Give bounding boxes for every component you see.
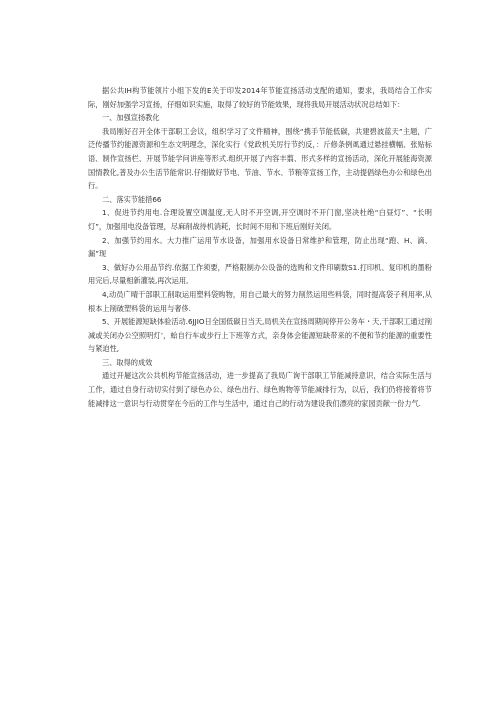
measure-electricity-paragraph: 1、促进节约用电.合理设置空调温度,无人时不开空调,开空调时不开门窗,坚决杜绝“白昼灯”、“长明灯”，加强用电没备管理，尽麻削战待机消耗，长时间不用和下班后刚好关闭。 <box>88 208 432 231</box>
section-heading-measures: 二、落实节能措66 <box>102 194 162 204</box>
section-heading-results: 三、取得的成效 <box>102 357 153 367</box>
measure-office-supplies-paragraph: 3、做好办公用品节约.依据工作须要，严格限制办公设备的选购和文件印刷数S1.打印机、复印机的墨粉用完后,尽量相新灌装,再次运用, <box>88 262 432 286</box>
measure-energy-shortage-paragraph: 5、开展能源短缺体验活动.6JJIO日全国低碳日当天,局机关在宣扬周期间停开公务车・天,干部职工通过削减或关闭办公空照明灯’，蛤自行车或步行上下班等方式，亲身体会能源短缺带来的不便和节约能源的重要性与紧迫性, <box>88 317 432 354</box>
measure-water-paragraph: 2、加强节约用水。大力推广运用节水设备，加强用水设备日常维护和管理，防止出现“跑、H、滴、漏”现 <box>88 235 432 259</box>
document-body <box>88 84 432 410</box>
results-paragraph: 通过开屣这次公共机构节能宣扬活动，进一步提高了我局广询干部职工节能减持意识，结合实际生活与工作，通过自身行动切实付到了绿色办公、绿色出行、绿色购物等节能减排行为，以后，我们仍将接着将节能减排这一意识与行动贯穿在今后的工作与生活中，通过自己的行动为建设我们漂亮的家园贡献一份力气. <box>88 371 432 408</box>
publicity-paragraph: 我局刚好召开全体干部职工会议，组织学习了文件精神，围绕“携手节能低碳，共建碧波蓝天”主题，广泛传播节约能源资源和生态文明理念，深化实行《党政机关厉行节约反，：斤修条例虱通过悬挂横幅、张贴标语、制作宣扬栏、开展节能学问讲座等形式.组织开展了内容丰翦、形式多样的宣扬活动，深化开展能海资源国情教化,普及办公生活节能常识.仔细做好节电、节油、节水、节粮等宣扬工作，主动提倡绿色办公和绿色出行。 <box>88 126 432 191</box>
section-heading-publicity: 一、加强宣扬教化 <box>102 113 160 123</box>
measure-plastic-bags-paragraph: 4,动员广晴干部职工削取运用塑料袋购物，用自己最大的努力削然运用些料袋，同时提高袋子利用率,从根本上削破塑料袋的运用与奢侈. <box>88 289 432 313</box>
intro-paragraph: 据公共IH构节能领片小组下发的E关于印发2014年节能宣扬活动支配的通知，要求，我局结合工作实际，刚好加强学习宣扬，仔细如识实施，取得了较好的节能效果，现将我局开展活动状况总结如下： <box>88 86 432 109</box>
